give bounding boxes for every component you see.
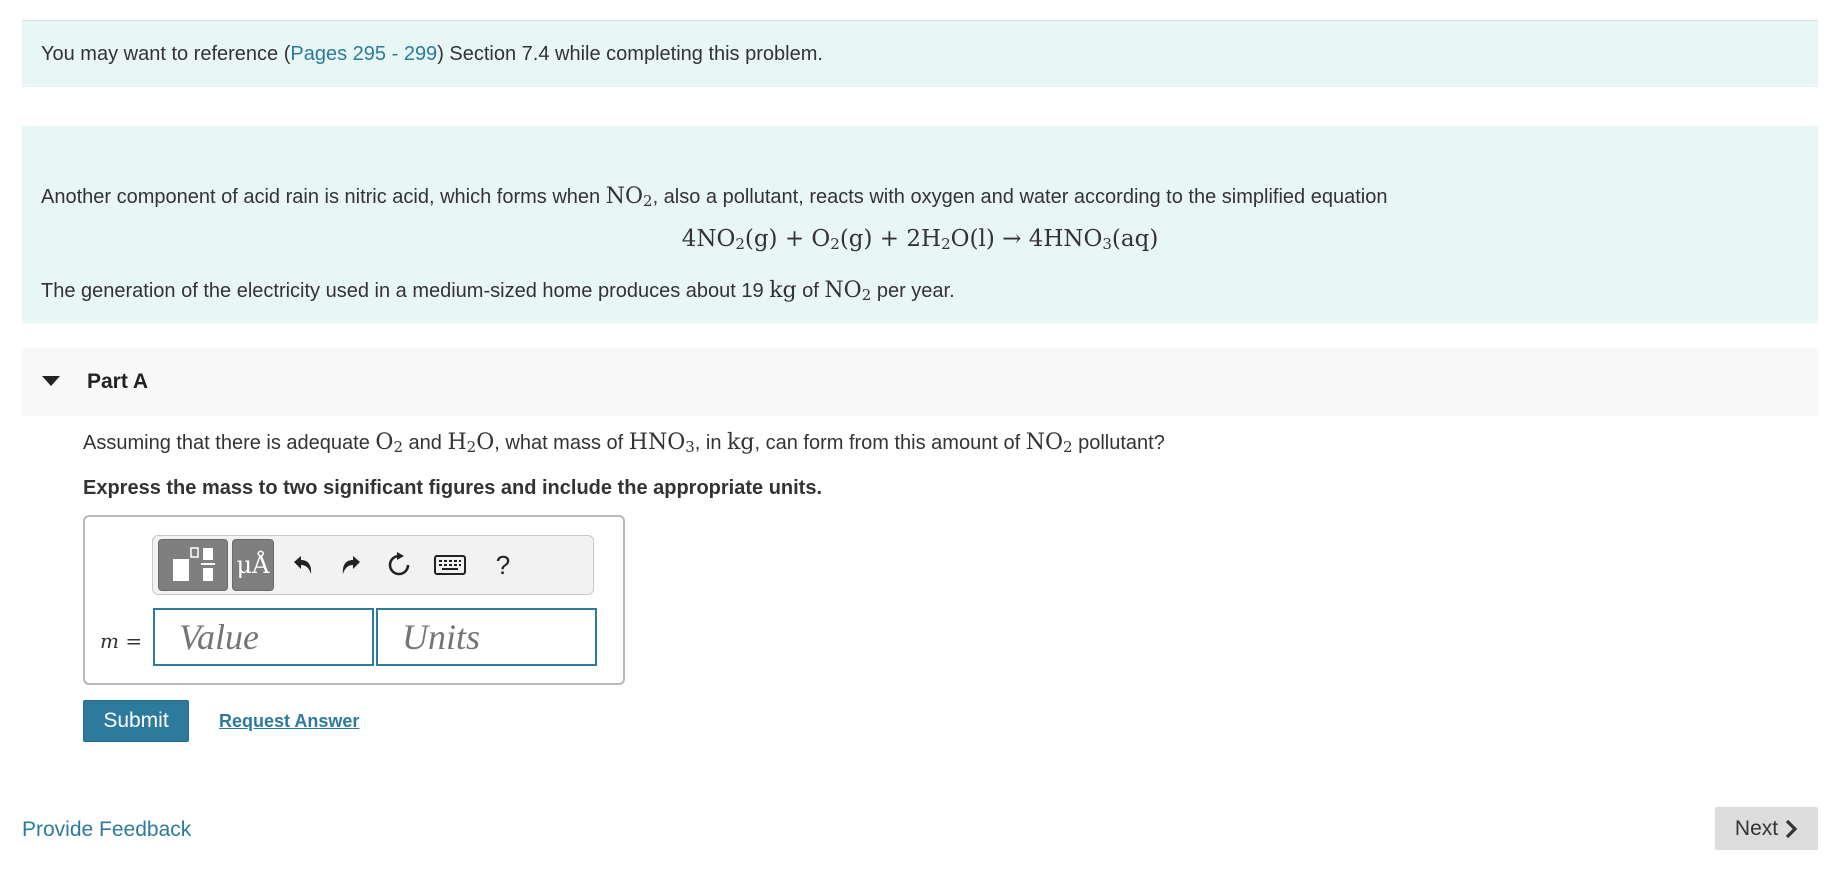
instruction-text: Express the mass to two significant figures and include the appropriate units. <box>83 477 823 499</box>
formula-o2: $O_2$ <box>375 430 403 456</box>
formula-hno3: $HNO_3$ <box>628 430 695 456</box>
formula-h2o: $H_2O$ <box>447 430 495 456</box>
undo-button[interactable] <box>281 539 325 591</box>
pages-link[interactable]: Pages 295 - 299 <box>290 42 438 65</box>
formula-no2: $NO_2$ <box>1025 430 1073 456</box>
variable-label: m = <box>100 629 143 653</box>
chemical-equation: $4NO_2(g) + O_2(g) + 2H_2O(l) \to 4HNO_3(aq)$ <box>681 226 1159 253</box>
part-a-header[interactable] <box>22 348 1818 416</box>
templates-button[interactable] <box>158 539 228 591</box>
intro-production-text: The generation of the electricity used in a medium-sized home produces about 19 kg of $NO_2$ per year. <box>41 278 955 304</box>
reference-prefix: You may want to reference ( <box>41 42 291 65</box>
keyboard-icon <box>434 554 466 576</box>
formula-no2: $NO_2$ <box>605 184 653 210</box>
reset-button[interactable] <box>377 539 421 591</box>
provide-feedback-link[interactable]: Provide Feedback <box>22 818 192 841</box>
reference-suffix: ) Section 7.4 while completing this problem. <box>437 42 823 65</box>
collapse-caret-icon[interactable] <box>42 376 60 386</box>
question-text: Assuming that there is adequate $O_2$ and $H_2O$, what mass of $HNO_3$, in kg, can form from this amount of $NO_2$ pollutant? <box>83 430 1165 456</box>
next-label: Next <box>1734 816 1779 840</box>
unit-kg: kg <box>769 278 797 303</box>
submit-button[interactable]: Submit <box>83 700 189 742</box>
intro-text: Another component of acid rain is nitric acid, which forms when $NO_2$, also a pollutant, reacts with oxygen and water according to the simplified equation <box>41 184 1388 210</box>
chevron-right-icon <box>1784 819 1798 839</box>
undo-icon <box>290 552 316 578</box>
units-input[interactable] <box>376 608 597 666</box>
answer-box <box>83 515 625 685</box>
reset-icon <box>385 551 413 579</box>
math-toolbar <box>152 535 594 595</box>
unit-kg: kg <box>727 430 755 455</box>
problem-intro <box>22 126 1818 323</box>
help-button[interactable]: ? <box>495 549 511 580</box>
formula-no2: $NO_2$ <box>824 278 872 304</box>
units-button[interactable]: μÅ <box>232 539 274 591</box>
redo-icon <box>338 552 364 578</box>
request-answer-link[interactable]: Request Answer <box>219 711 360 731</box>
part-title: Part A <box>87 370 149 393</box>
value-input[interactable] <box>153 608 374 666</box>
reference-banner <box>22 21 1818 87</box>
keyboard-button[interactable] <box>425 539 475 591</box>
templates-icon <box>171 545 215 585</box>
redo-button[interactable] <box>329 539 373 591</box>
next-button[interactable] <box>1715 807 1818 850</box>
